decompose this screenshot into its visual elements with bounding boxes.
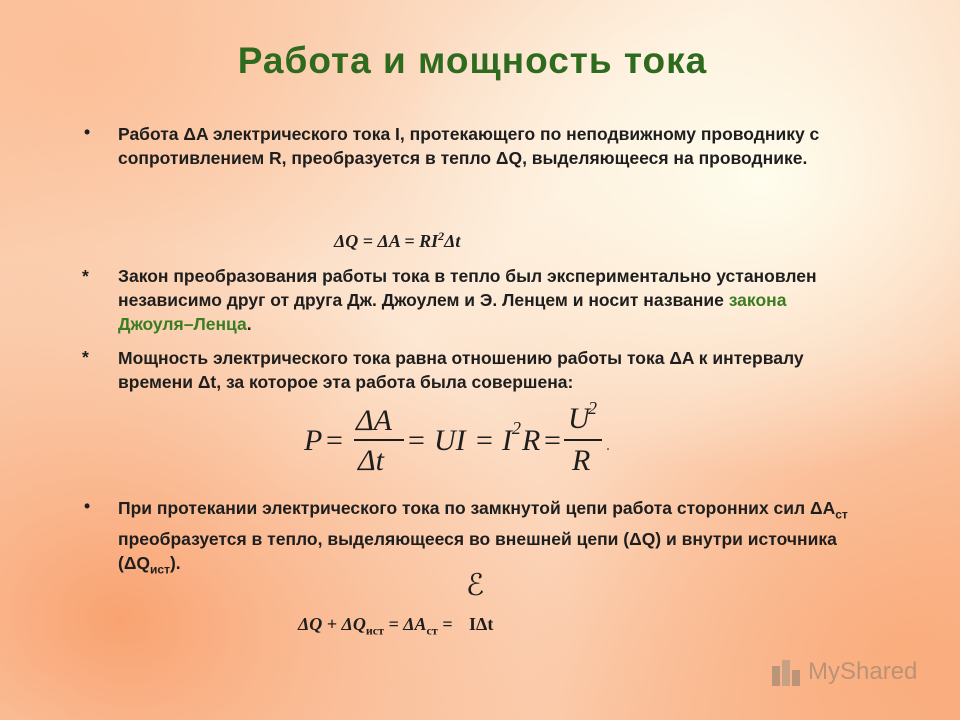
watermark-text: MyShared [808, 658, 918, 685]
paragraph-joule-lenz-end: . [246, 314, 252, 334]
paragraph-closed-circuit-t1: При протекании электрического тока по замкнутой цепи работа сторонних сил ΔA [118, 498, 836, 518]
formula-power-u-sup: 2 [588, 400, 597, 418]
formula3-sub2: ст [426, 623, 438, 638]
joule-lenz-law-term: закона Джоуля–Ленца [118, 290, 787, 334]
formula3-part2: = ΔA [383, 614, 427, 634]
formula-power-r2: R [572, 444, 591, 476]
formula-joule [334, 229, 460, 252]
paragraph-joule-lenz [118, 264, 858, 336]
formula-power-dot: . [606, 437, 610, 454]
subscript-ist: ист [150, 562, 170, 576]
myshared-logo-icon [770, 656, 802, 688]
formula-power-dt: Δt [358, 444, 384, 476]
formula-power-eq4: = [544, 424, 561, 457]
formula-power-eq3: = [476, 424, 493, 457]
paragraph-closed-circuit-t2: преобразуется в тепло, выделяющееся во внешней цепи (ΔQ) и внутри источника (ΔQ [118, 528, 837, 573]
star-marker: * [82, 347, 89, 367]
formula-power-i: I [502, 424, 512, 457]
formula-power-r: R [522, 424, 541, 457]
formula-power-eq1: = [326, 424, 343, 457]
formula-power-i-sup: 2 [512, 418, 521, 438]
star-marker: * [82, 266, 89, 286]
paragraph-power: Мощность электрического тока равна отношению работы тока ΔA к интервалу времени Δt, за которое эта работа была совершена: [118, 348, 804, 392]
formula-joule-right: Δt [444, 231, 461, 251]
subscript-st: ст [835, 507, 848, 522]
paragraph-work: Работа ΔA электрического тока I, протекающего по неподвижному проводнику с сопротивлением R, преобразуется в тепло ΔQ, выделяющееся на проводнике. [118, 124, 820, 168]
formula-joule-sup: 2 [438, 229, 445, 243]
formula3-part3: = [437, 614, 458, 634]
paragraph-closed-circuit [118, 496, 858, 581]
bullet-marker: • [84, 122, 91, 142]
formula-power-u: U [568, 402, 590, 435]
formula3-part4: IΔt [469, 614, 494, 634]
formula-power-p: P [304, 424, 323, 457]
paragraph-closed-circuit-t3: ). [169, 552, 181, 573]
emf-symbol: ℰ [466, 569, 485, 602]
formula-joule-left: ΔQ = ΔA = RI [334, 231, 439, 251]
formula-power-ui: UI [434, 424, 466, 457]
formula-power [300, 400, 620, 476]
bullet-marker: • [84, 496, 91, 516]
formula3-sub1: ист [365, 623, 384, 638]
formula3-part1: ΔQ + ΔQ [298, 614, 366, 634]
formula-energy-balance [298, 614, 493, 639]
watermark [770, 652, 917, 692]
formula-power-dA: ΔA [356, 404, 392, 437]
paragraph-joule-lenz-text: Закон преобразования работы тока в тепло был экспериментально установлен независимо друг от друга Дж. Джоулем и Э. Ленцем и носит название [118, 266, 817, 310]
slide-title: Работа и мощность тока [237, 40, 708, 81]
formula-power-eq2: = [408, 424, 425, 457]
